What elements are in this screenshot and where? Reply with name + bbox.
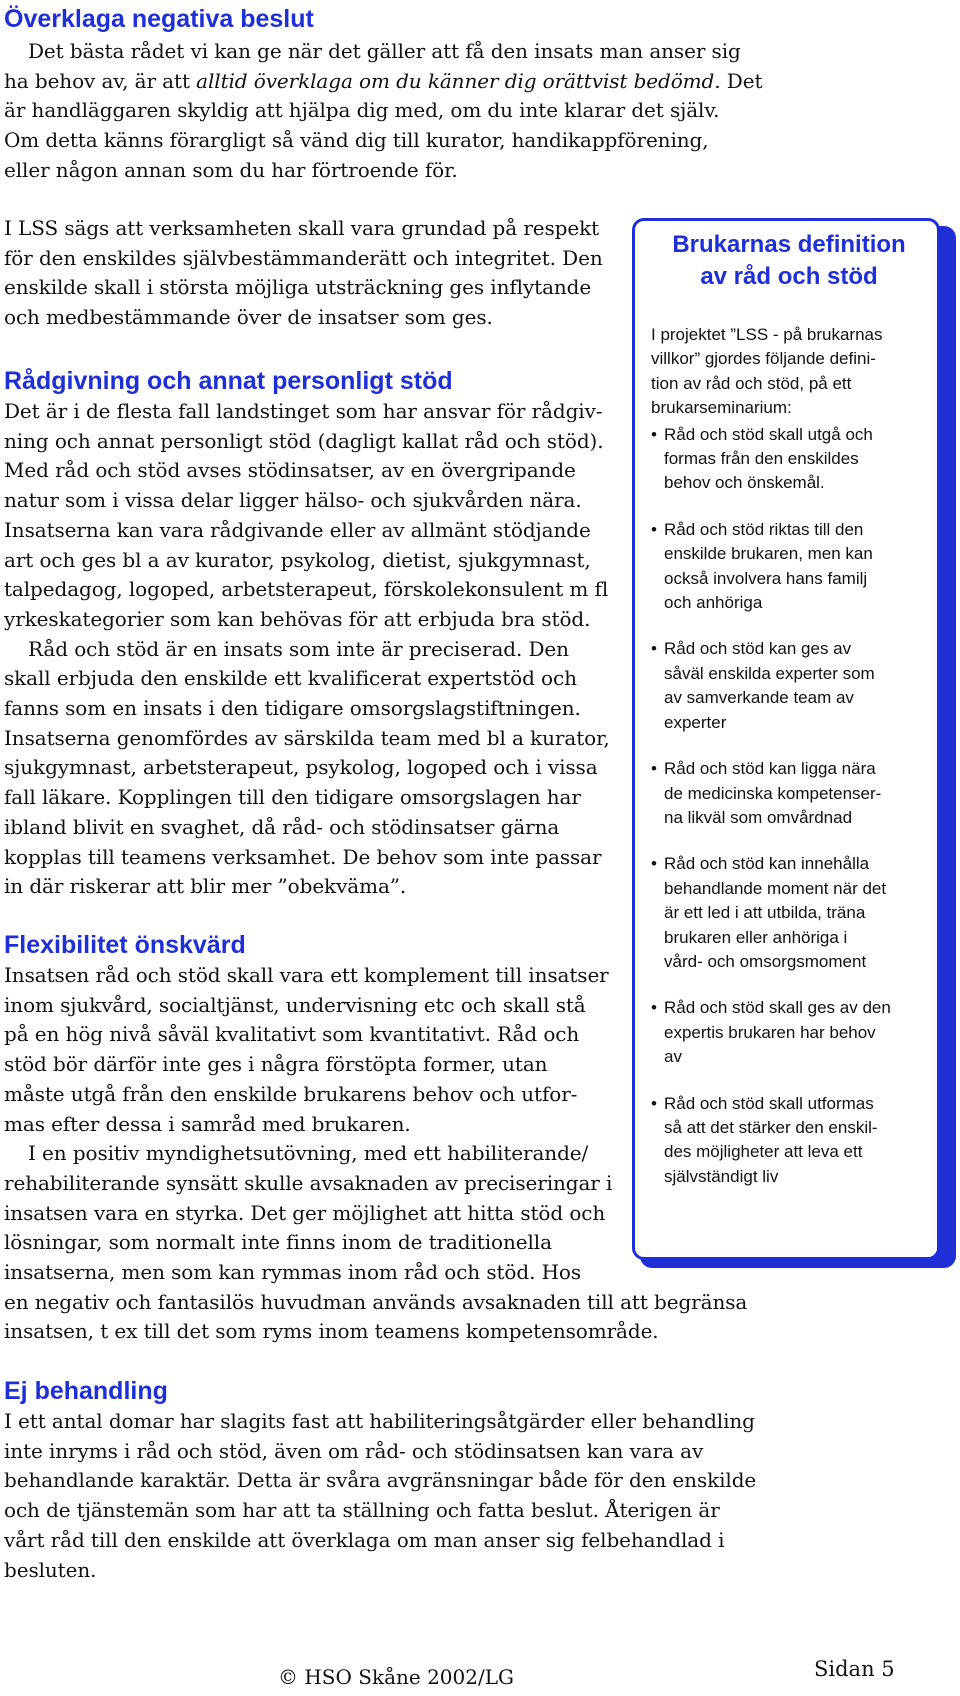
heading-ejbehandling: Ej behandling: [4, 1377, 168, 1405]
text-line: och medbestämmande över de insatser som ges.: [4, 305, 493, 330]
text-line: inom sjukvård, socialtjänst, undervisning etc och skall stå: [4, 992, 586, 1017]
text-line: besluten.: [4, 1557, 97, 1582]
list-item-line: så att det stärker den enskil-: [664, 1117, 878, 1137]
text-fragment: Det: [720, 68, 763, 93]
text-line: Det är i de flesta fall landstinget som har ansvar för rådgiv-: [4, 399, 603, 423]
text-line: I LSS sägs att verksamheten skall vara grundad på respekt: [4, 216, 600, 240]
list-item-line: behov och önskemål.: [664, 473, 825, 493]
text-line: fall läkare. Kopplingen till den tidigare omsorgslagen har: [4, 785, 581, 810]
list-item-line: av samverkande team av: [664, 688, 854, 708]
text-line: ning och annat personligt stöd (dagligt kallat råd och stöd).: [4, 428, 604, 453]
paragraph-radgivning: [4, 397, 624, 902]
list-item-line: experter: [664, 712, 727, 732]
sidebar-intro-line: brukarseminarium:: [651, 398, 792, 418]
sidebar-intro-line: I projektet ”LSS - på brukarnas: [651, 325, 883, 344]
section-overklaga: [4, 4, 764, 186]
section-lss: [4, 214, 624, 333]
bullet-icon: •: [651, 998, 657, 1018]
text-line: insatserna, men som kan rymmas inom råd och stöd. Hos: [4, 1260, 582, 1285]
list-item-line: Råd och stöd kan ligga nära: [664, 759, 876, 779]
text-line: eller någon annan som du har förtroende för.: [4, 157, 458, 182]
text-line: är handläggaren skyldig att hjälpa dig med, om du inte klarar det själv.: [4, 98, 720, 123]
text-line: fanns som en insats i den tidigare omsorgslagstiftningen.: [4, 696, 581, 721]
text-line: ibland blivit en svaghet, då råd- och stödinsatser gärna: [4, 814, 560, 839]
heading-radgivning: Rådgivning och annat personligt stöd: [4, 367, 453, 395]
list-item-line: de medicinska kompetenser-: [664, 783, 882, 803]
bullet-icon: •: [651, 759, 657, 779]
bullet-icon: •: [651, 854, 657, 874]
list-item-line: Råd och stöd kan innehålla: [664, 854, 870, 874]
text-line: måste utgå från den enskilde brukarens behov och utfor-: [4, 1081, 578, 1106]
text-line: in där riskerar att blir mer ”obekväma”.: [4, 874, 407, 899]
list-item-line: också involvera hans familj: [664, 568, 868, 588]
text-line: mas efter dessa i samråd med brukaren.: [4, 1111, 411, 1136]
list-item: [651, 996, 927, 1069]
text-line: Det bästa rådet vi kan ge när det gäller att få den insats man anser sig: [28, 39, 741, 63]
list-item-line: såväl enskilda experter som: [664, 663, 875, 683]
text-line: Insatserna kan vara rådgivande eller av allmänt stödjande: [4, 517, 591, 542]
text-line: Med råd och stöd avses stödinsatser, av en övergripande: [4, 458, 576, 483]
bullet-icon: •: [651, 519, 657, 539]
section-ejbehandling: [4, 1376, 764, 1585]
text-line: [4, 67, 764, 97]
list-item: [651, 852, 927, 974]
text-line: stöd bör därför inte ges i några förstöpta former, utan: [4, 1052, 548, 1077]
sidebar-title: [651, 229, 927, 293]
text-line: Om detta känns förargligt så vänd dig till kurator, handikappförening,: [4, 128, 709, 153]
paragraph-overklaga: [4, 37, 764, 186]
emphasis-text: alltid överklaga om du känner dig orättvist bedömd.: [196, 68, 721, 93]
text-line: sjukgymnast, arbetsterapeut, psykolog, logoped och i vissa: [4, 755, 598, 780]
text-line: insatsen, t ex till det som ryms inom teamens kompetensområde.: [4, 1319, 659, 1344]
bullet-icon: •: [651, 1093, 657, 1113]
list-item: [651, 637, 927, 735]
list-item-line: na likväl som omvårdnad: [664, 807, 853, 827]
list-item-line: formas från den enskildes: [664, 449, 859, 469]
heading-overklaga: Överklaga negativa beslut: [4, 5, 314, 33]
list-item-line: vård- och omsorgsmoment: [664, 951, 867, 971]
text-line: Insatsen råd och stöd skall vara ett komplement till insatser: [4, 963, 609, 987]
text-line: insatsen vara en styrka. Det ger möjlighet att hitta stöd och: [4, 1200, 606, 1225]
list-item-line: Råd och stöd kan ges av: [664, 639, 852, 659]
list-item-line: Råd och stöd skall utgå och: [664, 424, 873, 444]
text-line: kopplas till teamens verksamhet. De behov som inte passar: [4, 844, 602, 869]
text-line: Insatserna genomfördes av särskilda team med bl a kurator,: [4, 725, 610, 750]
sidebar-intro-line: villkor” gjordes följande defini-: [651, 349, 876, 369]
text-line: vårt råd till den enskilde att överklaga om man anser sig felbehandlad i: [4, 1527, 725, 1552]
sidebar-title-line: Brukarnas definition: [672, 231, 906, 258]
list-item-line: enskilde brukaren, men kan: [664, 544, 873, 564]
list-item-line: behandlande moment när det: [664, 878, 887, 898]
text-line: I en positiv myndighetsutövning, med ett habiliterande/: [28, 1141, 589, 1166]
list-item-line: och anhöriga: [664, 593, 763, 613]
heading-flexibilitet: Flexibilitet önskvärd: [4, 931, 246, 959]
list-item-line: är ett led i att utbilda, träna: [664, 903, 866, 923]
sidebar-definition-box: [632, 218, 940, 1260]
text-line: lösningar, som normalt inte finns inom de traditionella: [4, 1230, 552, 1255]
text-line: skall erbjuda den enskilde ett kvalificerat expertstöd och: [4, 666, 577, 691]
text-line: yrkeskategorier som kan behövas för att erbjuda bra stöd.: [4, 606, 591, 631]
list-item-line: expertis brukaren har behov: [664, 1022, 876, 1042]
list-item-line: Råd och stöd skall ges av den: [664, 998, 891, 1018]
list-item-line: av: [664, 1047, 682, 1067]
page-number: Sidan 5: [814, 1657, 895, 1681]
list-item: [651, 757, 927, 830]
text-line: inte inryms i råd och stöd, även om råd- och stödinsatsen kan vara av: [4, 1438, 704, 1463]
list-item: [651, 1092, 927, 1190]
text-line: Råd och stöd är en insats som inte är preciserad. Den: [28, 636, 569, 661]
bullet-icon: •: [651, 639, 657, 659]
list-item-line: Råd och stöd skall utformas: [664, 1093, 874, 1113]
list-item: [651, 423, 927, 496]
section-radgivning: [4, 366, 624, 902]
sidebar-intro-line: tion av råd och stöd, på ett: [651, 373, 852, 393]
list-item-line: brukaren eller anhöriga i: [664, 927, 848, 947]
text-line: behandlande karaktär. Detta är svåra avgränsningar både för den enskilde: [4, 1468, 757, 1493]
paragraph-lss: [4, 214, 624, 333]
text-line: och de tjänstemän som har att ta ställning och fatta beslut. Återigen är: [4, 1498, 720, 1523]
text-line: art och ges bl a av kurator, psykolog, dietist, sjukgymnast,: [4, 547, 591, 572]
sidebar-title-line: av råd och stöd: [700, 263, 878, 290]
text-fragment: ha behov av, är att: [4, 68, 197, 93]
list-item-line: Råd och stöd riktas till den: [664, 519, 864, 539]
text-line: I ett antal domar har slagits fast att habiliteringsåtgärder eller behandling: [4, 1409, 755, 1433]
text-line: enskilde skall i största möjliga utsträckning ges inflytande: [4, 275, 592, 300]
text-line: rehabiliterande synsätt skulle avsaknaden av preciseringar i: [4, 1170, 613, 1195]
text-line: på en hög nivå såväl kvalitativt som kvantitativt. Råd och: [4, 1022, 580, 1047]
text-line: för den enskildes självbestämmanderätt och integritet. Den: [4, 245, 603, 270]
list-item: [651, 518, 927, 616]
sidebar-bullet-list: [651, 423, 927, 1190]
text-line: en negativ och fantasilös huvudman används avsaknaden till att begränsa: [4, 1289, 748, 1314]
footer-copyright: © HSO Skåne 2002/LG: [278, 1665, 514, 1689]
text-line: natur som i vissa delar ligger hälso- och sjukvården nära.: [4, 488, 582, 513]
list-item-line: självständigt liv: [664, 1166, 779, 1186]
text-line: talpedagog, logoped, arbetsterapeut, förskolekonsulent m fl: [4, 577, 609, 602]
bullet-icon: •: [651, 424, 657, 444]
paragraph-ejbehandling: [4, 1407, 764, 1585]
sidebar-intro: [651, 323, 927, 421]
list-item-line: des möjligheter att leva ett: [664, 1142, 863, 1162]
